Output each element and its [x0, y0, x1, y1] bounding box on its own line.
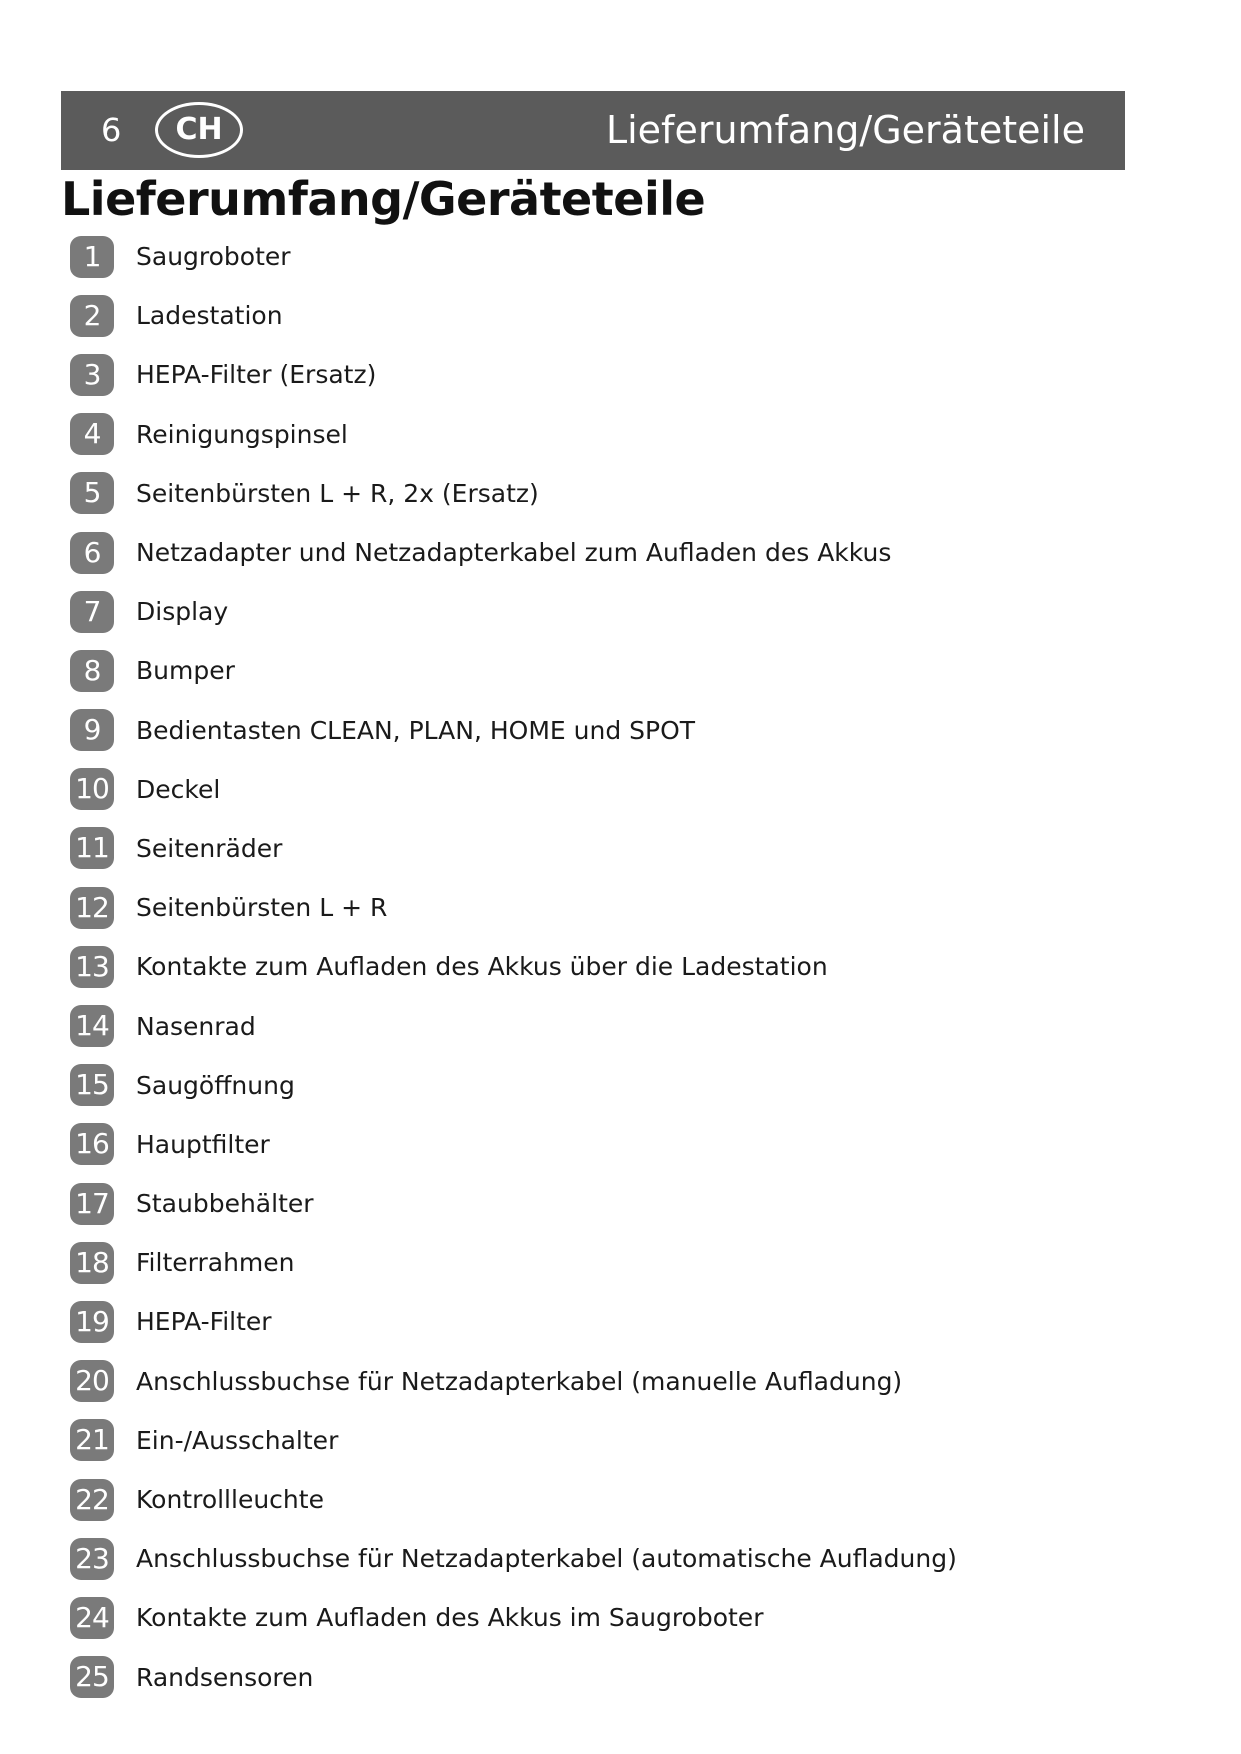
part-item	[70, 1056, 957, 1115]
part-label: Kontakte zum Aufladen des Akkus im Saugroboter	[136, 1603, 764, 1633]
part-number-badge: 10	[70, 768, 114, 810]
part-label: Saugroboter	[136, 242, 291, 272]
part-label: Netzadapter und Netzadapterkabel zum Aufladen des Akkus	[136, 538, 892, 568]
part-label: Seitenbürsten L + R, 2x (Ersatz)	[136, 478, 539, 508]
part-number-badge: 4	[70, 413, 114, 455]
part-label: HEPA-Filter	[136, 1307, 272, 1337]
page-header	[61, 91, 1125, 170]
part-number-badge: 8	[70, 650, 114, 692]
part-number-badge: 17	[70, 1183, 114, 1225]
part-label: Deckel	[136, 774, 221, 804]
parts-list	[70, 227, 957, 1707]
part-item	[70, 937, 957, 996]
part-item	[70, 227, 957, 286]
part-label: Reinigungspinsel	[136, 419, 348, 449]
part-label: Anschlussbuchse für Netzadapterkabel (manuelle Aufladung)	[136, 1366, 903, 1396]
part-number-badge: 11	[70, 827, 114, 869]
part-item	[70, 1352, 957, 1411]
part-number-badge: 9	[70, 709, 114, 751]
part-item	[70, 1115, 957, 1174]
part-item	[70, 523, 957, 582]
part-label: HEPA-Filter (Ersatz)	[136, 360, 377, 390]
part-item	[70, 701, 957, 760]
part-number-badge: 21	[70, 1419, 114, 1461]
country-badge: CH	[155, 102, 243, 158]
part-label: Seitenbürsten L + R	[136, 893, 388, 923]
part-number-badge: 6	[70, 532, 114, 574]
part-number-badge: 7	[70, 591, 114, 633]
part-number-badge: 23	[70, 1538, 114, 1580]
part-number-badge: 12	[70, 887, 114, 929]
part-label: Kontrollleuchte	[136, 1485, 324, 1515]
part-item	[70, 1470, 957, 1529]
part-item	[70, 1529, 957, 1588]
part-label: Ein-/Ausschalter	[136, 1425, 339, 1455]
part-label: Hauptfilter	[136, 1129, 270, 1159]
part-item	[70, 1648, 957, 1707]
part-item	[70, 1292, 957, 1351]
part-item	[70, 1233, 957, 1292]
part-label: Anschlussbuchse für Netzadapterkabel (automatische Aufladung)	[136, 1544, 957, 1574]
part-number-badge: 16	[70, 1123, 114, 1165]
part-item	[70, 1411, 957, 1470]
page-title: Lieferumfang/Geräteteile	[61, 172, 706, 226]
part-item	[70, 641, 957, 700]
part-item	[70, 819, 957, 878]
header-section-title: Lieferumfang/Geräteteile	[605, 108, 1085, 152]
part-number-badge: 14	[70, 1005, 114, 1047]
part-item	[70, 582, 957, 641]
part-item	[70, 1588, 957, 1647]
part-number-badge: 13	[70, 946, 114, 988]
part-number-badge: 24	[70, 1597, 114, 1639]
part-label: Seitenräder	[136, 833, 283, 863]
part-item	[70, 464, 957, 523]
part-item	[70, 345, 957, 404]
part-label: Bumper	[136, 656, 235, 686]
part-label: Display	[136, 597, 229, 627]
part-number-badge: 25	[70, 1656, 114, 1698]
part-number-badge: 2	[70, 295, 114, 337]
part-number-badge: 1	[70, 236, 114, 278]
part-number-badge: 19	[70, 1301, 114, 1343]
part-item	[70, 996, 957, 1055]
part-item	[70, 286, 957, 345]
part-label: Nasenrad	[136, 1011, 256, 1041]
part-item	[70, 405, 957, 464]
part-number-badge: 3	[70, 354, 114, 396]
part-label: Saugöffnung	[136, 1070, 295, 1100]
part-number-badge: 20	[70, 1360, 114, 1402]
part-label: Randsensoren	[136, 1662, 314, 1692]
part-item	[70, 878, 957, 937]
part-item	[70, 760, 957, 819]
part-label: Filterrahmen	[136, 1248, 295, 1278]
part-label: Ladestation	[136, 301, 283, 331]
part-number-badge: 5	[70, 472, 114, 514]
part-item	[70, 1174, 957, 1233]
part-number-badge: 15	[70, 1064, 114, 1106]
part-number-badge: 22	[70, 1479, 114, 1521]
part-label: Staubbehälter	[136, 1189, 314, 1219]
part-label: Kontakte zum Aufladen des Akkus über die Ladestation	[136, 952, 828, 982]
page-number: 6	[101, 111, 122, 149]
part-number-badge: 18	[70, 1242, 114, 1284]
part-label: Bedientasten CLEAN, PLAN, HOME und SPOT	[136, 715, 696, 745]
